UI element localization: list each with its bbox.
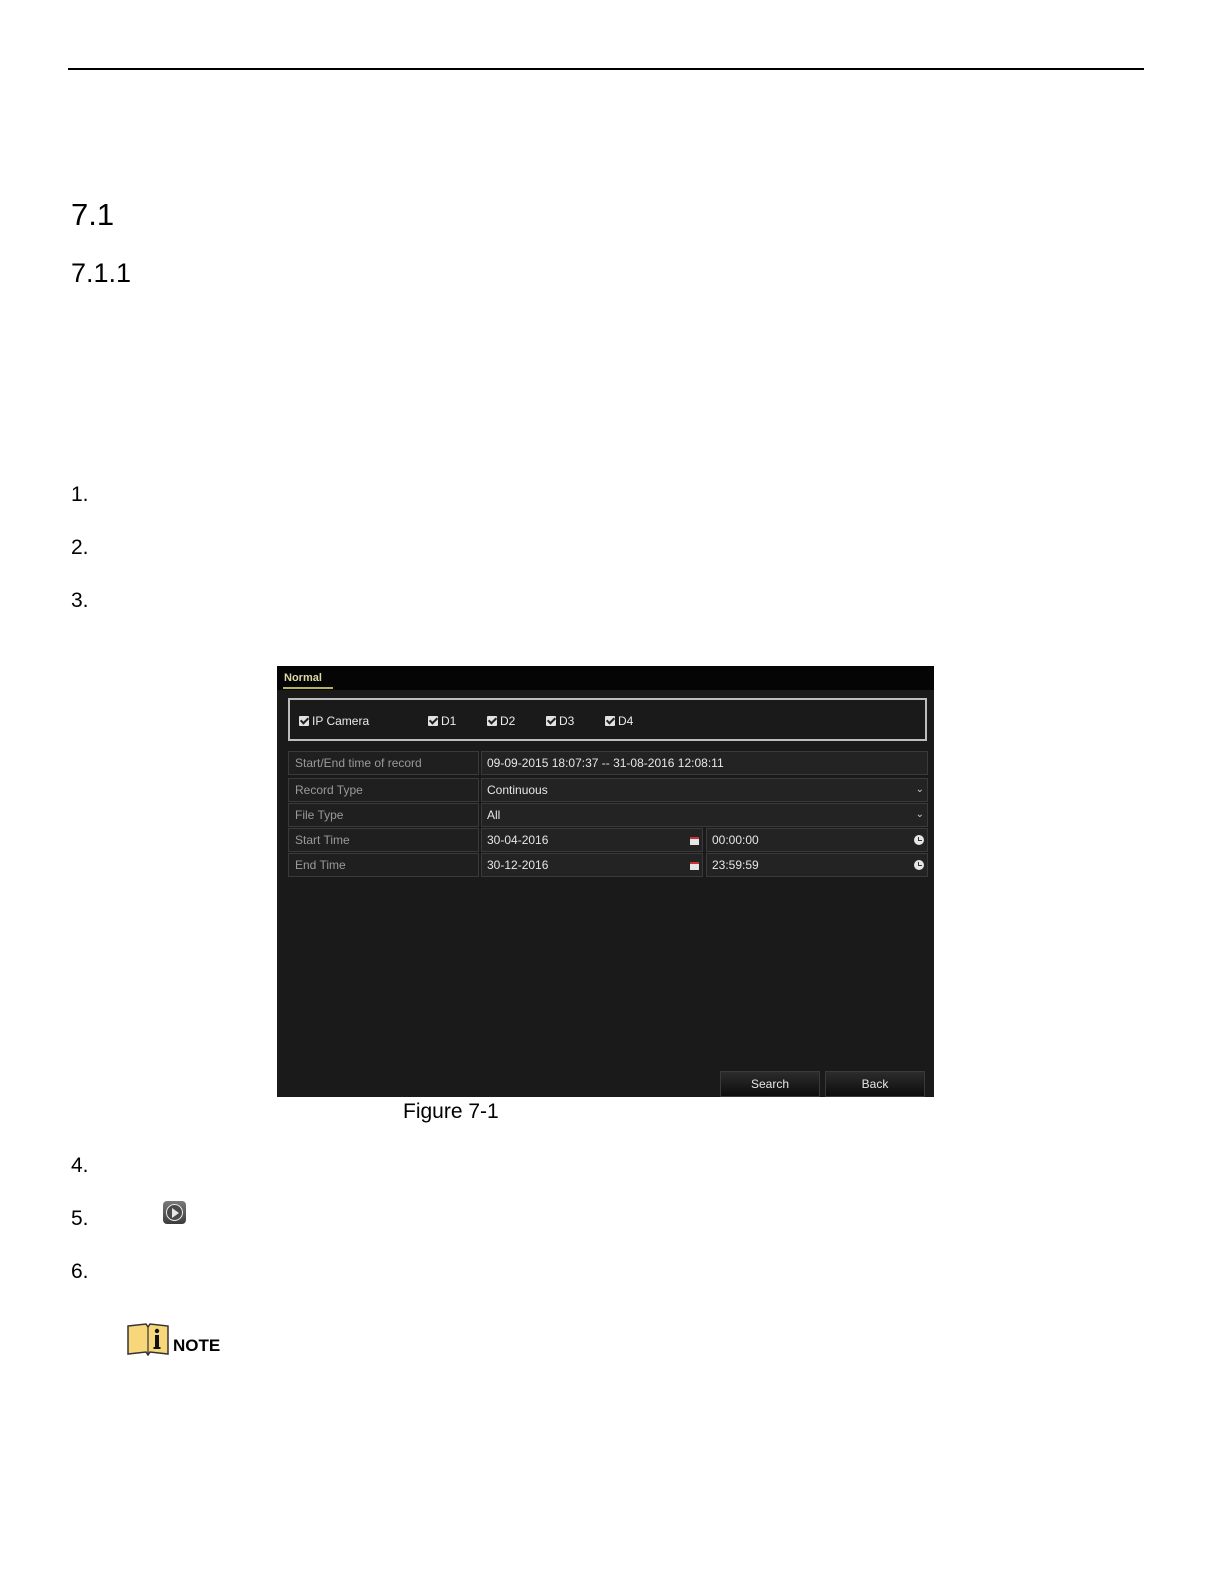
subsection-heading: 7.1.1: [71, 258, 132, 288]
file-type-label: File Type: [288, 803, 479, 827]
camera-checkbox-d1[interactable]: [428, 714, 456, 728]
end-date-input[interactable]: [481, 853, 703, 877]
tab-underline: [283, 687, 333, 689]
section-heading: 7.1: [71, 197, 115, 232]
start-date-input[interactable]: [481, 828, 703, 852]
tab-bar: [277, 666, 934, 690]
start-time-input[interactable]: [706, 828, 928, 852]
step-number: 6.: [71, 1260, 89, 1283]
start-time-row: [288, 828, 928, 852]
play-button-icon: [163, 1201, 186, 1224]
figure-caption: Figure 7-1: [403, 1100, 499, 1123]
end-time-value: 23:59:59: [712, 858, 759, 872]
end-time-row: [288, 853, 928, 877]
step-number: 1.: [71, 483, 89, 506]
camera-checkbox-d3[interactable]: [546, 714, 574, 728]
camera-label: IP Camera: [312, 714, 370, 728]
checkbox-checked-icon: [428, 716, 438, 726]
search-button[interactable]: Search: [720, 1071, 820, 1097]
calendar-icon[interactable]: [690, 837, 699, 845]
header-rule: [68, 68, 1144, 70]
record-range-value: 09-09-2015 18:07:37 -- 31-08-2016 12:08:11: [481, 751, 928, 775]
file-type-select[interactable]: [481, 803, 928, 827]
record-type-select[interactable]: [481, 778, 928, 802]
checkbox-checked-icon: [299, 716, 309, 726]
step-number: 3.: [71, 589, 89, 612]
tab-normal[interactable]: Normal: [284, 672, 322, 684]
note-callout: [126, 1322, 220, 1356]
camera-label: D4: [618, 714, 634, 728]
record-range-label: Start/End time of record: [288, 751, 479, 775]
record-type-label: Record Type: [288, 778, 479, 802]
step-number: 5.: [71, 1207, 89, 1230]
checkbox-checked-icon: [487, 716, 497, 726]
back-button[interactable]: Back: [825, 1071, 925, 1097]
clock-icon[interactable]: [914, 860, 924, 870]
clock-icon[interactable]: [914, 835, 924, 845]
calendar-icon[interactable]: [690, 862, 699, 870]
checkbox-checked-icon: [605, 716, 615, 726]
step-number: 2.: [71, 536, 89, 559]
play-triangle: [172, 1208, 179, 1218]
record-type-row: [288, 778, 928, 802]
chevron-down-icon: ⌄: [915, 784, 924, 795]
start-time-value: 00:00:00: [712, 833, 759, 847]
camera-checkbox-ip-camera[interactable]: [299, 714, 369, 728]
camera-checkbox-d4[interactable]: [605, 714, 633, 728]
file-type-value: All: [487, 808, 501, 822]
checkbox-checked-icon: [546, 716, 556, 726]
camera-label: D3: [559, 714, 575, 728]
start-date-value: 30-04-2016: [487, 833, 549, 847]
camera-label: D1: [441, 714, 457, 728]
end-date-value: 30-12-2016: [487, 858, 549, 872]
record-type-value: Continuous: [487, 783, 548, 797]
record-range-row: [288, 751, 928, 775]
step-number: 4.: [71, 1154, 89, 1177]
start-time-label: Start Time: [288, 828, 479, 852]
note-label: NOTE: [173, 1336, 221, 1355]
dvr-search-screenshot: [277, 666, 934, 1097]
end-time-input[interactable]: [706, 853, 928, 877]
end-time-label: End Time: [288, 853, 479, 877]
camera-checkbox-d2[interactable]: [487, 714, 515, 728]
note-info-icon: [126, 1322, 170, 1356]
camera-label: D2: [500, 714, 516, 728]
file-type-row: [288, 803, 928, 827]
chevron-down-icon: ⌄: [915, 809, 924, 820]
camera-selection-box: [288, 698, 927, 741]
